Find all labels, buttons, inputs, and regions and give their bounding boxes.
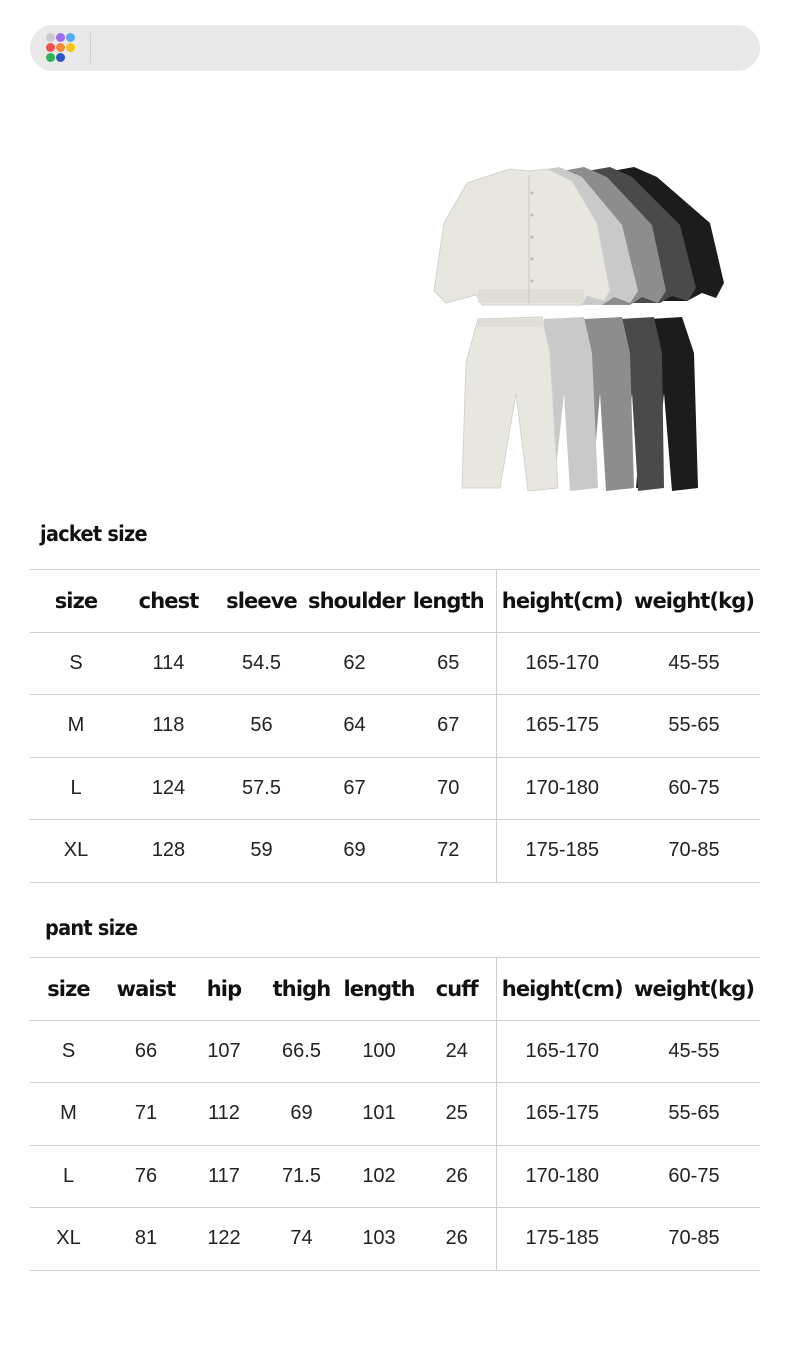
pant-header-weight: weight(kg)	[628, 958, 760, 1021]
size-cell: XL	[30, 820, 122, 883]
length-cell: 67	[401, 695, 496, 758]
chest-cell: 118	[122, 695, 215, 758]
height-cell: 175-185	[496, 820, 628, 883]
shoulder-cell: 64	[308, 695, 401, 758]
cuff-cell: 25	[418, 1083, 496, 1146]
top-bar-divider	[90, 33, 91, 63]
height-cell: 165-170	[496, 1020, 628, 1083]
length-cell: 103	[340, 1208, 418, 1271]
size-cell: S	[30, 1020, 107, 1083]
table-row	[30, 820, 760, 883]
weight-cell: 70-85	[628, 1208, 760, 1271]
weight-cell: 70-85	[628, 820, 760, 883]
pant-size-title: pant size	[45, 916, 138, 940]
hip-cell: 107	[185, 1020, 263, 1083]
height-cell: 165-175	[496, 1083, 628, 1146]
sleeve-cell: 57.5	[215, 757, 308, 820]
sleeve-cell: 56	[215, 695, 308, 758]
waist-cell: 76	[107, 1145, 185, 1208]
jacket-size-title: jacket size	[40, 522, 147, 546]
pant-size-table	[30, 957, 760, 1271]
jacket-header-shoulder: shoulder	[308, 570, 401, 633]
table-row	[30, 1083, 760, 1146]
length-cell: 101	[340, 1083, 418, 1146]
weight-cell: 45-55	[628, 1020, 760, 1083]
hip-cell: 117	[185, 1145, 263, 1208]
table-row	[30, 757, 760, 820]
thigh-cell: 71.5	[263, 1145, 340, 1208]
table-row	[30, 695, 760, 758]
sleeve-cell: 59	[215, 820, 308, 883]
cuff-cell: 24	[418, 1020, 496, 1083]
cuff-cell: 26	[418, 1145, 496, 1208]
weight-cell: 60-75	[628, 757, 760, 820]
thigh-cell: 69	[263, 1083, 340, 1146]
pant-header-thigh: thigh	[263, 958, 340, 1021]
colored-dots-logo-icon[interactable]	[44, 31, 78, 65]
shoulder-cell: 62	[308, 632, 401, 695]
hip-cell: 112	[185, 1083, 263, 1146]
pants-group	[462, 317, 698, 491]
weight-cell: 60-75	[628, 1145, 760, 1208]
pant-header-cuff: cuff	[418, 958, 496, 1021]
pant-header-hip: hip	[185, 958, 263, 1021]
table-row	[30, 1208, 760, 1271]
pant-header-size: size	[30, 958, 107, 1021]
chest-cell: 128	[122, 820, 215, 883]
pant-header-row	[30, 958, 760, 1021]
length-cell: 72	[401, 820, 496, 883]
product-photo	[432, 163, 724, 496]
jacket-header-chest: chest	[122, 570, 215, 633]
jacket-header-row	[30, 570, 760, 633]
size-cell: L	[30, 757, 122, 820]
hip-cell: 122	[185, 1208, 263, 1271]
size-cell: L	[30, 1145, 107, 1208]
thigh-cell: 74	[263, 1208, 340, 1271]
length-cell: 100	[340, 1020, 418, 1083]
size-cell: M	[30, 1083, 107, 1146]
jackets-group	[434, 167, 724, 305]
chest-cell: 124	[122, 757, 215, 820]
jacket-header-length: length	[401, 570, 496, 633]
top-bar	[30, 25, 760, 71]
size-cell: S	[30, 632, 122, 695]
height-cell: 175-185	[496, 1208, 628, 1271]
size-cell: M	[30, 695, 122, 758]
height-cell: 165-170	[496, 632, 628, 695]
jacket-header-weight: weight(kg)	[628, 570, 760, 633]
pant-header-waist: waist	[107, 958, 185, 1021]
size-cell: XL	[30, 1208, 107, 1271]
waist-cell: 71	[107, 1083, 185, 1146]
shoulder-cell: 67	[308, 757, 401, 820]
pant-header-height: height(cm)	[496, 958, 628, 1021]
thigh-cell: 66.5	[263, 1020, 340, 1083]
sleeve-cell: 54.5	[215, 632, 308, 695]
table-row	[30, 632, 760, 695]
height-cell: 170-180	[496, 757, 628, 820]
jacket-size-table	[30, 569, 760, 883]
length-cell: 70	[401, 757, 496, 820]
weight-cell: 55-65	[628, 695, 760, 758]
table-row	[30, 1145, 760, 1208]
waist-cell: 66	[107, 1020, 185, 1083]
length-cell: 65	[401, 632, 496, 695]
jacket-header-sleeve: sleeve	[215, 570, 308, 633]
table-row	[30, 1020, 760, 1083]
waist-cell: 81	[107, 1208, 185, 1271]
length-cell: 102	[340, 1145, 418, 1208]
height-cell: 165-175	[496, 695, 628, 758]
pant-header-length: length	[340, 958, 418, 1021]
cuff-cell: 26	[418, 1208, 496, 1271]
height-cell: 170-180	[496, 1145, 628, 1208]
weight-cell: 45-55	[628, 632, 760, 695]
chest-cell: 114	[122, 632, 215, 695]
weight-cell: 55-65	[628, 1083, 760, 1146]
shoulder-cell: 69	[308, 820, 401, 883]
jacket-header-height: height(cm)	[496, 570, 628, 633]
pant-cream	[462, 317, 558, 491]
jacket-header-size: size	[30, 570, 122, 633]
